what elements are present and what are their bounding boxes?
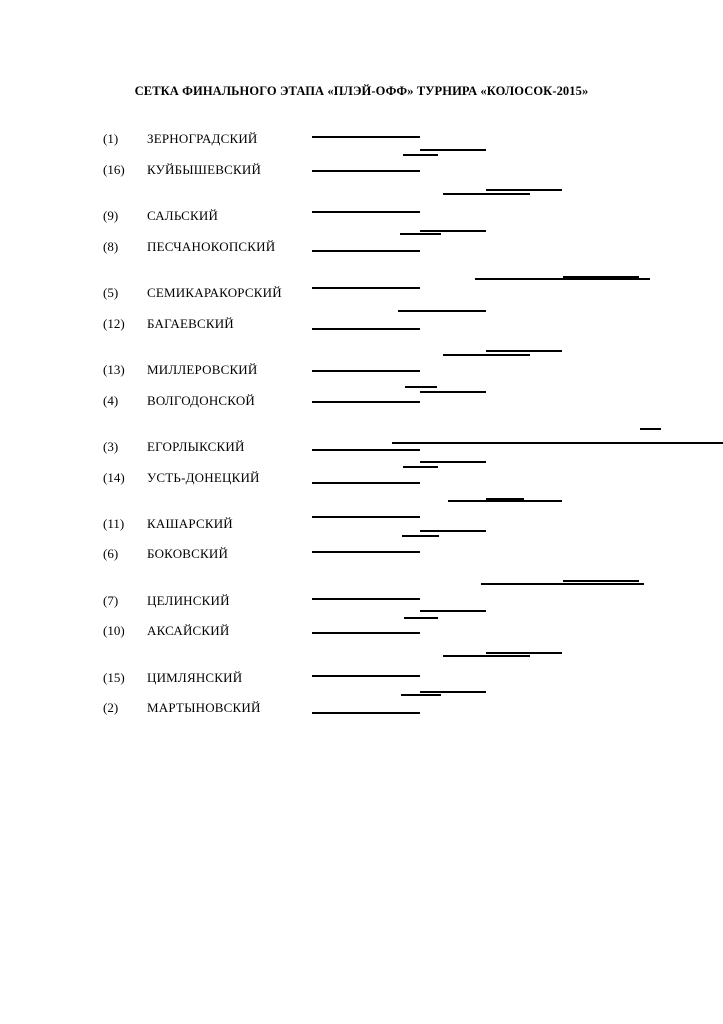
seed-label: (12) xyxy=(103,316,125,331)
seed-label: (10) xyxy=(103,623,125,638)
bracket-line xyxy=(312,136,420,138)
bracket-line xyxy=(486,350,562,352)
seed-label: (8) xyxy=(103,239,119,254)
bracket-line xyxy=(403,154,438,156)
bracket-line xyxy=(404,617,438,619)
team-name: ЕГОРЛЫКСКИЙ xyxy=(147,439,245,454)
bracket-line xyxy=(312,250,420,252)
bracket-line xyxy=(481,583,644,585)
bracket-line xyxy=(486,652,562,654)
seed-label: (6) xyxy=(103,546,119,561)
seed-label: (1) xyxy=(103,131,119,146)
seed-label: (11) xyxy=(103,516,125,531)
seed-label: (14) xyxy=(103,470,125,485)
team-name: БАГАЕВСКИЙ xyxy=(147,316,234,331)
bracket-line xyxy=(443,193,530,195)
bracket-line xyxy=(312,712,420,714)
seed-label: (3) xyxy=(103,439,119,454)
bracket-line xyxy=(398,310,486,312)
team-name: ВОЛГОДОНСКОЙ xyxy=(147,393,255,408)
bracket-line xyxy=(401,694,441,696)
bracket-line xyxy=(400,233,441,235)
team-name: МИЛЛЕРОВСКИЙ xyxy=(147,362,258,377)
bracket-line xyxy=(403,466,438,468)
team-name: МАРТЫНОВСКИЙ xyxy=(147,700,261,715)
seed-label: (2) xyxy=(103,700,119,715)
bracket-line xyxy=(312,449,420,451)
team-name: КУЙБЫШЕВСКИЙ xyxy=(147,162,262,177)
seed-label: (4) xyxy=(103,393,119,408)
bracket-line xyxy=(420,230,486,232)
bracket-line xyxy=(312,401,420,403)
seed-label: (5) xyxy=(103,285,119,300)
team-name: КАШАРСКИЙ xyxy=(147,516,233,531)
bracket-line xyxy=(420,391,486,393)
bracket-line xyxy=(405,386,437,388)
bracket-line xyxy=(443,655,530,657)
bracket-line xyxy=(392,442,723,444)
bracket-line xyxy=(312,675,420,677)
bracket-line xyxy=(312,170,420,172)
team-name: БОКОВСКИЙ xyxy=(147,546,229,561)
bracket-line xyxy=(312,482,420,484)
bracket-line xyxy=(312,598,420,600)
seed-label: (15) xyxy=(103,670,125,685)
bracket-line xyxy=(486,189,562,191)
bracket-line xyxy=(640,428,661,430)
team-name: ЗЕРНОГРАДСКИЙ xyxy=(147,131,258,146)
bracket-line xyxy=(312,211,420,213)
bracket-line xyxy=(312,370,420,372)
bracket-line xyxy=(563,580,639,582)
bracket-line xyxy=(312,516,420,518)
team-name: УСТЬ-ДОНЕЦКИЙ xyxy=(147,470,260,485)
bracket-line xyxy=(420,461,486,463)
team-name: ЦЕЛИНСКИЙ xyxy=(147,593,230,608)
team-name: САЛЬСКИЙ xyxy=(147,208,219,223)
seed-label: (9) xyxy=(103,208,119,223)
team-name: ПЕСЧАНОКОПСКИЙ xyxy=(147,239,276,254)
seed-label: (7) xyxy=(103,593,119,608)
team-name: АКСАЙСКИЙ xyxy=(147,623,230,638)
page-title: СЕТКА ФИНАЛЬНОГО ЭТАПА «ПЛЭЙ-ОФФ» ТУРНИРА «КОЛОСОК-2015» xyxy=(134,84,589,98)
bracket-line xyxy=(420,149,486,151)
bracket-line xyxy=(402,535,439,537)
team-name: ЦИМЛЯНСКИЙ xyxy=(147,670,243,685)
bracket-line xyxy=(420,691,486,693)
seed-label: (13) xyxy=(103,362,125,377)
bracket-line xyxy=(448,500,562,502)
bracket-line xyxy=(443,354,530,356)
bracket-line xyxy=(475,278,650,280)
team-name: СЕМИКАРАКОРСКИЙ xyxy=(147,285,282,300)
bracket-line xyxy=(312,287,420,289)
seed-label: (16) xyxy=(103,162,125,177)
bracket-line xyxy=(420,610,486,612)
bracket-line xyxy=(312,551,420,553)
bracket-line xyxy=(420,530,486,532)
bracket-line xyxy=(312,632,420,634)
bracket-line xyxy=(312,328,420,330)
